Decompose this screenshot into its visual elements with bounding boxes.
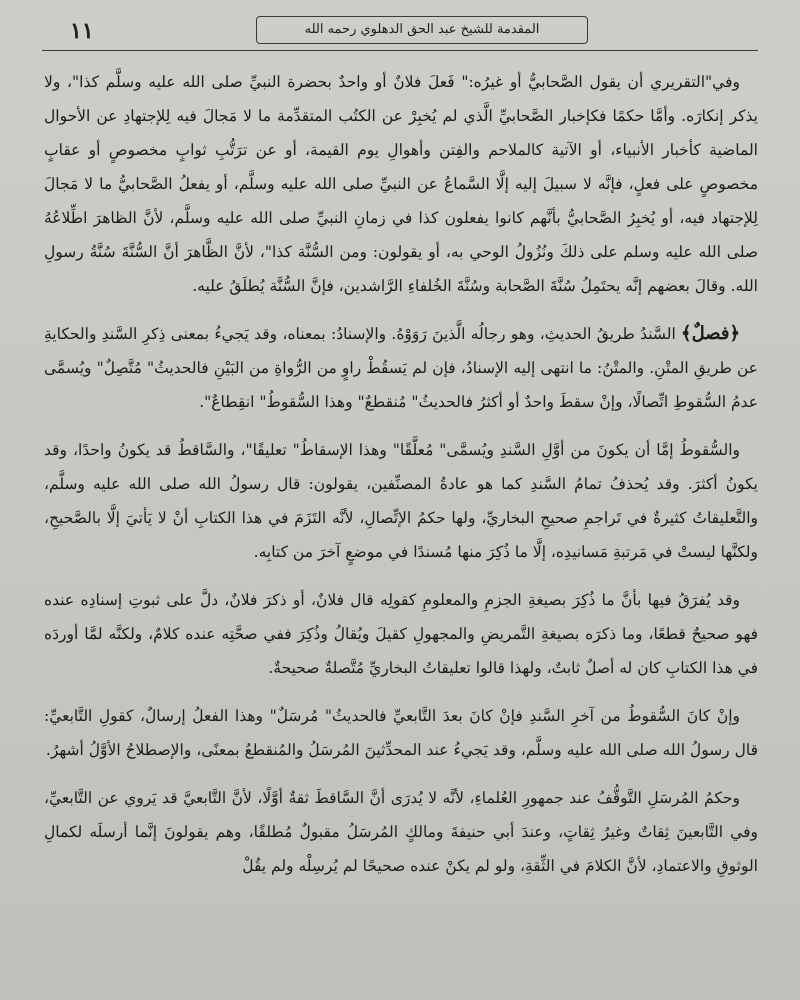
paragraph-1: وفي"التقريري أن يقول الصَّحابيُّ أو غيرُه:" فَعلَ فلانٌ أو واحدٌ بحضرة النبيِّ صلى الله عليه وسلَّم كذا"، ولا يذكر إنكارَه. وأمَّا حكمًا فكإخبار الصَّحابيِّ الَّذي لم يُخبِرْ عن الكتُب المتقدِّمة ما لا مَجالَ فيه لِلإجتهادِ عن الأحوال الماضية كأخبار الأنبياء، أو الآتية كالملاحم والفِتن وأهوالِ يوم القيمة، أو عن ترَتُّبِ ثوابٍ مخصوصٍ أو عقابٍ مخصوصٍ على فعلٍ، فإنَّه لا سبيلَ إليه إلَّا السَّماعُ عن النبيِّ صلى الله عليه وسلَّم، أو يفعلُ الصَّحابيُّ ما لا مَجالَ لِلإجتهاد فيه، أو يُخبِرُ الصَّحابيُّ بأنَّهم كانوا يفعلون كذا في زمانِ النبيِّ صلى الله عليه وسلَّم، لأنَّ الظاهرَ اطِّلاعُهُ صلى الله عليه وسلم على ذلكَ ونُزُولُ الوحي به، أو يقولون: ومن السُّنَّة كذا"، لأنَّ الظَّاهرَ أنَّ السُّنَّةَ سُنَّةُ رسولِ الله. وقالَ بعضهم إنَّه يحتَمِلُ سُنَّةَ الصَّحابة وسُنَّةَ الخُلفاءِ الرَّاشدين، فإنَّ السُّنَّة يُطلَقُ عليه. [44,73,758,295]
paragraph-6: وحكمُ المُرسَلِ التَّوقُّفُ عند جمهورِ العُلماءِ، لأنَّه لا يُدرَى أنَّ السَّاقطَ ثقةٌ أوَّلًا، لأنَّ التَّابعيَّ قد يَروي عن التَّابعيِّ، وفي التَّابعينَ ثِقاتٌ وغيرُ ثِقاتٍ، وعندَ أبي حنيفةَ ومالكٍ المُرسَلُ مقبولٌ مُطلقًا، وهم يقولونَ إنَّما أرسلَه لكمالِ الوثوقِ والاعتمادِ، لأنَّ الكلامَ في الثِّقةِ، ولو لم يكنْ عنده صحيحًا لم يُرسِلْه ولم يقُلْ [44,789,758,875]
running-header [42,14,758,51]
main-text [30,65,764,883]
paragraph-2-text: السَّندُ طريقُ الحديثِ، وهو رجالُه الَّذينَ رَوَوْهُ. والإسنادُ: بمعناه، وقد يَجيءُ بمعنى ذِكرِ السَّندِ والحكايةِ عن طريقِ المتْنِ. والمتْنُ: ما انتهى إليه الإسنادُ، فإن لم يَسقُطْ راوٍ من الرُّواةِ من البَيْنِ فالحديثُ" مُتَّصِلٌ" ويُسمَّى عدمُ السُّقوطِ اتِّصالًا، وإنْ سقطَ واحدٌ أو أكثرُ فالحديثُ" مُنقطعٌ" وهذا السُّقوطُ" انقِطاعٌ". [44,325,758,411]
paragraph-2 [44,317,758,419]
section-label-fasl: ﴿فصلٌ﴾ [681,323,740,344]
header-title: المقدمة للشيخ عبد الحق الدهلوي رحمه الله [256,16,588,44]
paragraph-4: وقد يُفرَقُ فيها بأنَّ ما ذُكِرَ بصيغةِ الجزمِ والمعلومِ كقولِه قال فلانٌ، أو ذكرَ فلانٌ، دلَّ على ثبوتِ إسنادِه عنده فهو صحيحٌ قطعًا، وما ذكرَه بصيغةِ التَّمريضِ والمجهولِ كقيلَ ويُقالُ وذُكِرَ ففي صحَّتِه عنده كلامٌ، ولكنَّه لمَّا أوردَه في هذا الكتابِ كان له أصلٌ ثابتٌ، ولهذا قالوا تعليقاتُ البخاريِّ مُتَّصلةٌ صحيحةٌ. [44,591,758,677]
paragraph-3: والسُّقوطُ إمَّا أن يكونَ من أوَّلِ السَّندِ ويُسمَّى" مُعلَّقًا" وهذا الإسقاطُ" تعليقًا"، والسَّاقطُ قد يكونُ واحدًا، وقد يكونُ أكثرَ. وقد يُحذفُ تمامُ السَّندِ كما هو عادةُ المصنِّفين، يقولون: قال رسولُ الله صلى الله عليه وسلَّم، والتَّعليقاتُ كثيرةٌ في تَراجمِ صحيحِ البخاريِّ، ولها حكمُ الإتِّصالِ، لأنَّه التَزَمَ في هذا الكتابِ أنْ لا يَأتيَ إلَّا بالصَّحيحِ، ولكنَّها ليستْ في مَرتبةِ مَسانيدِه، إلَّا ما ذُكِرَ منها مُسندًا في موضعٍ آخرَ من كتابِه. [44,441,758,561]
bottom-spacer [30,897,764,905]
paragraph-5: وإنْ كانَ السُّقوطُ من آخرِ السَّندِ فإنْ كانَ بعدَ التَّابعيِّ فالحديثُ" مُرسَلٌ" وهذا الفعلُ إرسالٌ، كقولِ التَّابعيِّ: قال رسولُ الله صلى الله عليه وسلَّم، وقد يَجيءُ عند المحدِّثينَ المُرسَلُ والمُنقطعُ بمعنًى، والإصطلاحُ الأوَّلُ أشهرُ. [44,707,758,759]
page-number: ١١ [70,18,94,44]
